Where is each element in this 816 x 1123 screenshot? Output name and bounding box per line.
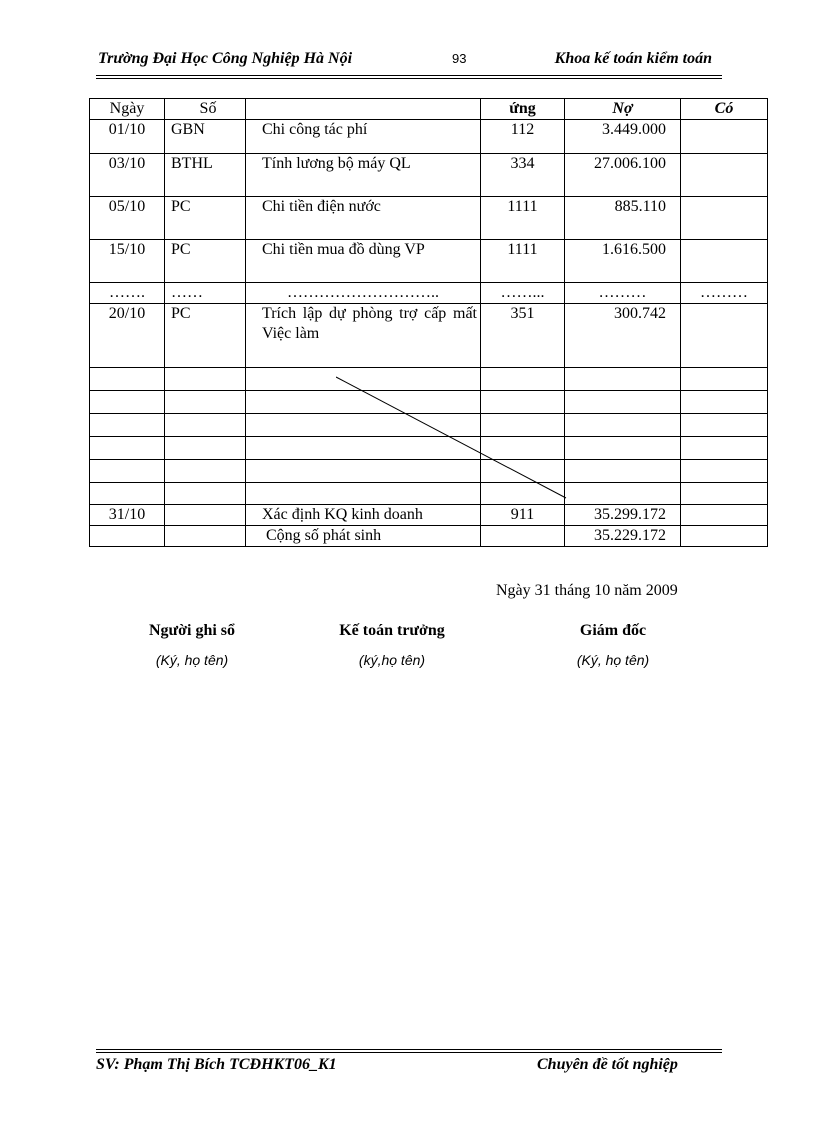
cell-debit: 3.449.000 [565, 120, 681, 154]
cell-date: 03/10 [90, 154, 165, 197]
table-row-empty [90, 414, 768, 437]
cell-number [165, 526, 246, 547]
cell-credit [681, 240, 768, 283]
cell-number: BTHL [165, 154, 246, 197]
cell-number: …… [165, 283, 246, 304]
table-row-ellipsis [90, 283, 768, 304]
cell-date: ……. [90, 283, 165, 304]
cell-debit: 27.006.100 [565, 154, 681, 197]
col-header-debit: Nợ [565, 99, 681, 120]
cell-credit [681, 526, 768, 547]
col-header-account: ứng [481, 99, 565, 120]
cell-description: ……………………….. [246, 283, 481, 304]
cell-description: Chi công tác phí [246, 120, 481, 154]
cell-number [165, 505, 246, 526]
cell-date: 31/10 [90, 505, 165, 526]
cell-debit: 35.299.172 [565, 505, 681, 526]
table-row [90, 197, 768, 240]
table-row-empty [90, 368, 768, 391]
cell-credit [681, 197, 768, 240]
cell-debit: 35.229.172 [565, 526, 681, 547]
cell-account: 911 [481, 505, 565, 526]
signature-title: Người ghi sổ [148, 622, 236, 639]
page-number: 93 [452, 51, 467, 66]
table-row [90, 120, 768, 154]
cell-credit [681, 154, 768, 197]
footer-rule-bottom [96, 1052, 722, 1053]
table-row [90, 154, 768, 197]
cell-description: Xác định KQ kinh doanh [246, 505, 481, 526]
cell-debit: 885.110 [565, 197, 681, 240]
cell-debit: 1.616.500 [565, 240, 681, 283]
cell-debit: 300.742 [565, 304, 681, 368]
cell-date: 15/10 [90, 240, 165, 283]
cell-date: 01/10 [90, 120, 165, 154]
table-row-empty [90, 460, 768, 483]
header-school: Trường Đại Học Công Nghiệp Hà Nội [98, 50, 353, 67]
table-row-empty [90, 483, 768, 505]
cell-account: 1111 [481, 197, 565, 240]
cell-credit [681, 505, 768, 526]
signature-director [493, 622, 733, 668]
cell-date [90, 526, 165, 547]
table-row-empty [90, 437, 768, 460]
cell-account: 1111 [481, 240, 565, 283]
ledger-table [89, 98, 767, 553]
table-header-row [90, 99, 768, 120]
signature-note: (Ký, họ tên) [576, 652, 650, 668]
signature-note: (Ký, họ tên) [155, 652, 229, 668]
cell-description: Chi tiền mua đồ dùng VP [246, 240, 481, 283]
cell-account: 351 [481, 304, 565, 368]
signature-note: (ký,họ tên) [358, 652, 426, 668]
table-row [90, 505, 768, 526]
cell-date: 05/10 [90, 197, 165, 240]
cell-description: Trích lập dự phòng trợ cấp mất Việc làm [246, 304, 481, 368]
cell-account: 112 [481, 120, 565, 154]
cell-credit [681, 120, 768, 154]
col-header-number: Số [165, 99, 246, 120]
cell-account [481, 526, 565, 547]
cell-description: Cộng số phát sinh [246, 526, 481, 547]
cell-number: PC [165, 304, 246, 368]
signature-title: Giám đốc [579, 622, 647, 639]
cell-account: ……... [481, 283, 565, 304]
signature-title: Kế toán trưởng [339, 622, 445, 639]
col-header-description [246, 99, 481, 120]
header-rule-bottom [96, 78, 722, 79]
col-header-date: Ngày [90, 99, 165, 120]
cell-description: Tính lương bộ máy QL [246, 154, 481, 197]
cell-number: GBN [165, 120, 246, 154]
cell-credit: ……… [681, 283, 768, 304]
cell-number: PC [165, 197, 246, 240]
footer-student: SV: Phạm Thị Bích TCĐHKT06_K1 [96, 1056, 337, 1073]
cell-description: Chi tiền điện nước [246, 197, 481, 240]
cell-debit: ……… [565, 283, 681, 304]
table-total-row [90, 526, 768, 547]
header-faculty: Khoa kế toán kiểm toán [554, 50, 712, 67]
col-header-credit: Có [681, 99, 768, 120]
cell-date: 20/10 [90, 304, 165, 368]
header-rule-top [96, 75, 722, 76]
cell-number: PC [165, 240, 246, 283]
footer-thesis: Chuyên đề tốt nghiệp [537, 1056, 678, 1073]
cell-credit [681, 304, 768, 368]
cell-account: 334 [481, 154, 565, 197]
signature-chief-accountant [272, 622, 512, 668]
table-row [90, 304, 768, 368]
table-row-empty [90, 391, 768, 414]
page-header [96, 50, 722, 70]
footer-rule-top [96, 1049, 722, 1050]
table-row [90, 240, 768, 283]
report-date: Ngày 31 tháng 10 năm 2009 [496, 582, 678, 599]
